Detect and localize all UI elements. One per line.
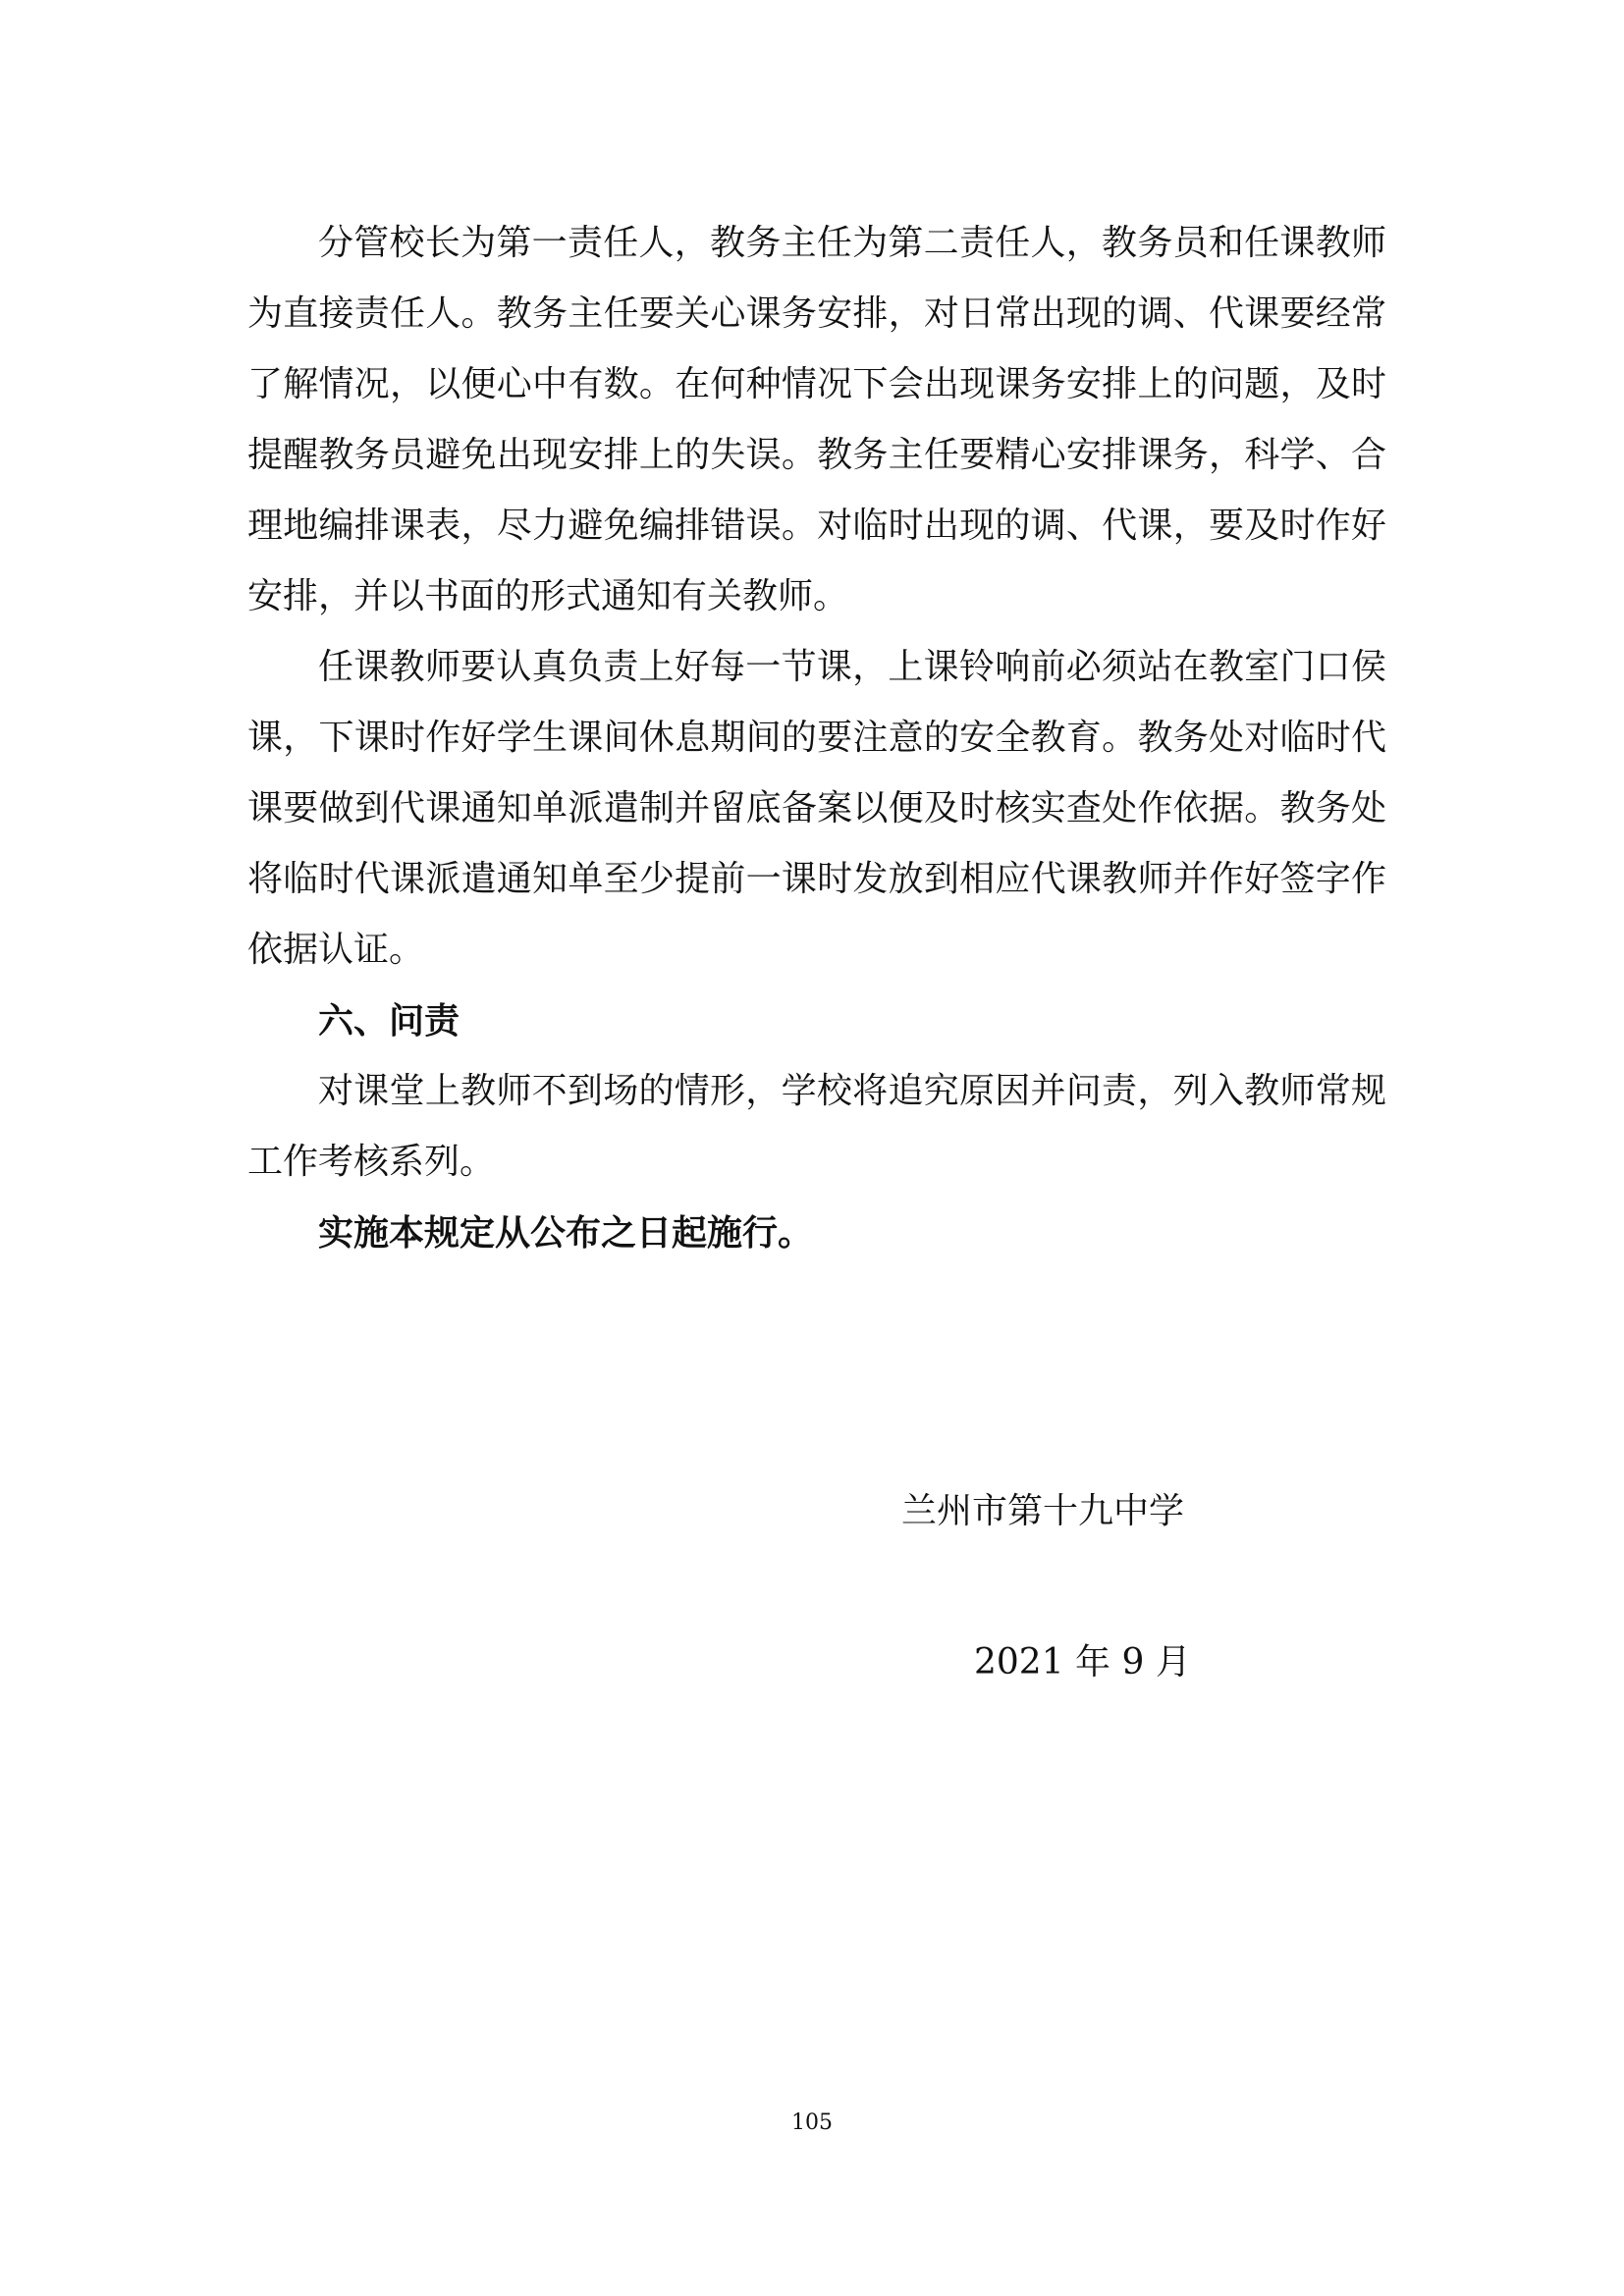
paragraph-accountability: 对课堂上教师不到场的情形，学校将追究原因并问责，列入教师常规工作考核系列。 <box>247 1071 1386 1182</box>
document-body <box>247 208 1386 1268</box>
signature-date: 2021 年 9 月 <box>974 1642 1191 1682</box>
signature-school-name: 兰州市第十九中学 <box>901 1491 1185 1531</box>
closing-statement: 实施本规定从公布之日起施行。 <box>318 1212 814 1254</box>
section-heading-accountability: 六、问责 <box>318 1000 460 1041</box>
page-number: 105 <box>791 2110 833 2135</box>
paragraph-teacher-duty: 任课教师要认真负责上好每一节课，上课铃响前必须站在教室门口侯课，下课时作好学生课间休息期间的要注意的安全教育。教务处对临时代课要做到代课通知单派遣制并留底备案以便及时核实查处作依据。教务处将临时代课派遣通知单至少提前一课时发放到相应代课教师并作好签字作依据认证。 <box>247 647 1386 970</box>
paragraph-responsibility: 分管校长为第一责任人，教务主任为第二责任人，教务员和任课教师为直接责任人。教务主任要关心课务安排，对日常出现的调、代课要经常了解情况，以便心中有数。在何种情况下会出现课务安排上的问题，及时提醒教务员避免出现安排上的失误。教务主任要精心安排课务，科学、合理地编排课表，尽力避免编排错误。对临时出现的调、代课，要及时作好安排，并以书面的形式通知有关教师。 <box>247 223 1386 616</box>
